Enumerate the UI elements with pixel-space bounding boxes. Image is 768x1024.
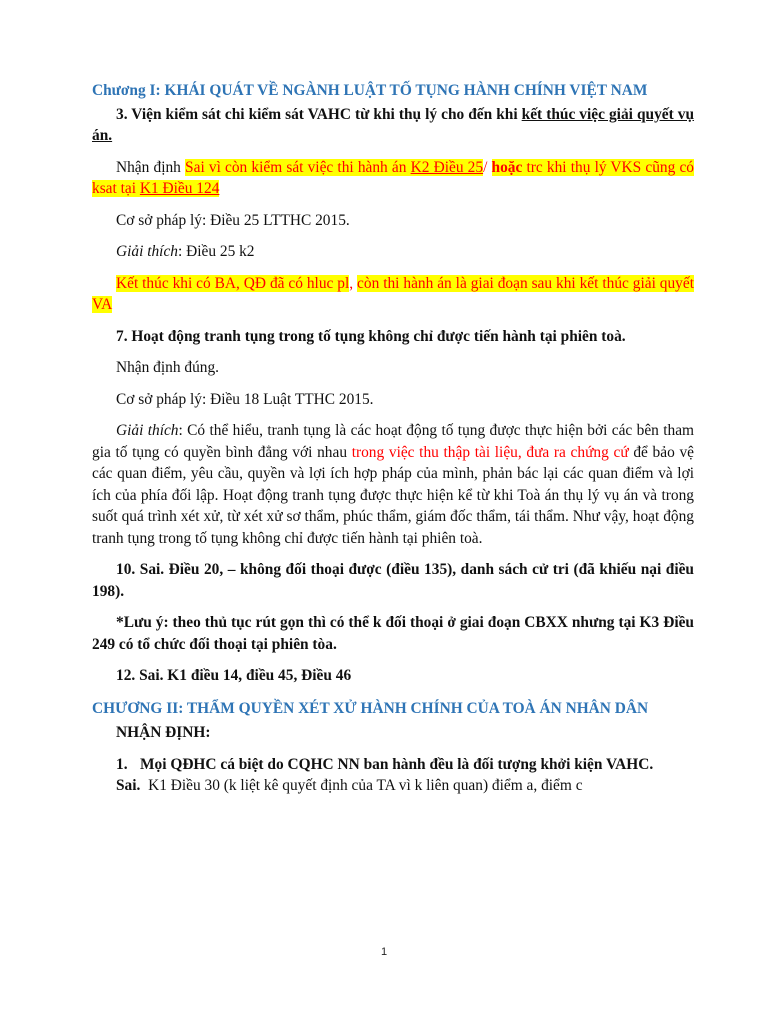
explanation-part-1: : Có thể hiểu, tranh tụng là các hoạt động tố tụng được thực hiện bởi các bên tham gia tố tụng có quyền bình đẳng với nhau bbox=[92, 422, 695, 461]
answer-label: Sai. bbox=[116, 777, 141, 794]
assessment-slash: / bbox=[483, 158, 492, 176]
assessment-reference-k2-dieu-25: K2 Điều 25 bbox=[410, 158, 484, 176]
chapter-2-item-1 bbox=[92, 754, 694, 776]
assessment-label: Nhận định bbox=[116, 158, 186, 176]
note-highlight-1: Kết thúc khi có BA, QĐ đã có hluc pl bbox=[116, 274, 350, 292]
question-3-legal-basis: Cơ sở pháp lý: Điều 25 LTTHC 2015. bbox=[116, 211, 350, 229]
question-3-note bbox=[92, 273, 694, 316]
assessment-highlight-2: trc khi thụ lý VKS cũng có ksat tại bbox=[92, 158, 694, 197]
assessment-bold-or: hoặc bbox=[491, 158, 523, 176]
page-number: 1 bbox=[380, 946, 388, 958]
chapter-1-heading: Chương I: KHÁI QUÁT VỀ NGÀNH LUẬT TỐ TỤNG HÀNH CHÍNH VIỆT NAM bbox=[92, 82, 648, 99]
question-7-assessment: Nhận định đúng. bbox=[116, 359, 220, 376]
note-luu-y: *Lưu ý: theo thủ tục rút gọn thì có thể k đối thoại ở giai đoạn CBXX nhưng tại K3 Điều 249 có tổ chức đối thoại tại phiên tòa. bbox=[92, 614, 694, 653]
question-3-text: 3. Viện kiểm sát chi kiểm sát VAHC từ khi thụ lý cho đến khi bbox=[116, 105, 522, 123]
assessment-highlight-1: Sai vì còn kiểm sát việc thi hành án bbox=[185, 158, 411, 176]
question-7-legal-basis: Cơ sở pháp lý: Điều 18 Luật TTHC 2015. bbox=[116, 390, 374, 408]
question-3-underlined: kết thúc việc giải quyết vụ án. bbox=[92, 105, 695, 144]
explanation-label: Giải thích bbox=[116, 422, 179, 439]
item-question: Mọi QĐHC cá biệt do CQHC NN ban hành đều là đối tượng khởi kiện VAHC. bbox=[140, 755, 654, 773]
question-3-assessment bbox=[92, 157, 694, 200]
explanation-part-2: để bảo vệ các quan điểm, yêu cầu, quyền và lợi ích hợp pháp của mình, phản bác lại các quan điểm và lợi ích của phía đối lập. Hoạt động tranh tụng được thực hiện kể từ khi Toà án thụ lý vụ án và trong suốt quá trình xét xử, từ xét xử sơ thẩm, phúc thẩm, giám đốc thẩm, tái thẩm. Như vậy, hoạt động tranh tụng trong tố tụng không chỉ được tiến hành tại phiên toà. bbox=[92, 443, 694, 547]
question-10: 10. Sai. Điều 20, – không đối thoại được (điều 135), danh sách cử tri (đã khiếu nại điều 198). bbox=[92, 561, 694, 600]
document-page bbox=[92, 82, 694, 797]
explanation-red-emphasis: trong việc thu thập tài liệu, đưa ra chứng cứ bbox=[351, 443, 629, 461]
note-highlight-2: còn thi hành án là giai đoạn sau khi kết thúc giải quyết VA bbox=[92, 274, 694, 313]
item-number: 1. bbox=[116, 755, 128, 773]
question-3-explanation bbox=[92, 241, 694, 263]
chapter-2-subheading: NHẬN ĐỊNH: bbox=[116, 724, 211, 741]
chapter-2-heading: CHƯƠNG II: THẨM QUYỀN XÉT XỬ HÀNH CHÍNH CỦA TOÀ ÁN NHÂN DÂN bbox=[92, 699, 649, 717]
explanation-label: Giải thích bbox=[116, 243, 178, 260]
note-comma: , bbox=[349, 274, 358, 292]
explanation-text: : Điều 25 k2 bbox=[177, 243, 255, 260]
question-3 bbox=[92, 104, 694, 147]
answer-text: K1 Điều 30 (k liệt kê quyết định của TA vì k liên quan) điểm a, điểm c bbox=[140, 777, 583, 794]
question-7: 7. Hoạt động tranh tụng trong tố tụng không chỉ được tiến hành tại phiên toà. bbox=[116, 327, 626, 345]
question-7-explanation bbox=[92, 420, 694, 549]
assessment-reference-k1-dieu-124: K1 Điều 124 bbox=[139, 180, 220, 197]
question-12: 12. Sai. K1 điều 14, điều 45, Điều 46 bbox=[116, 667, 352, 684]
chapter-2-item-1-answer bbox=[92, 775, 694, 797]
